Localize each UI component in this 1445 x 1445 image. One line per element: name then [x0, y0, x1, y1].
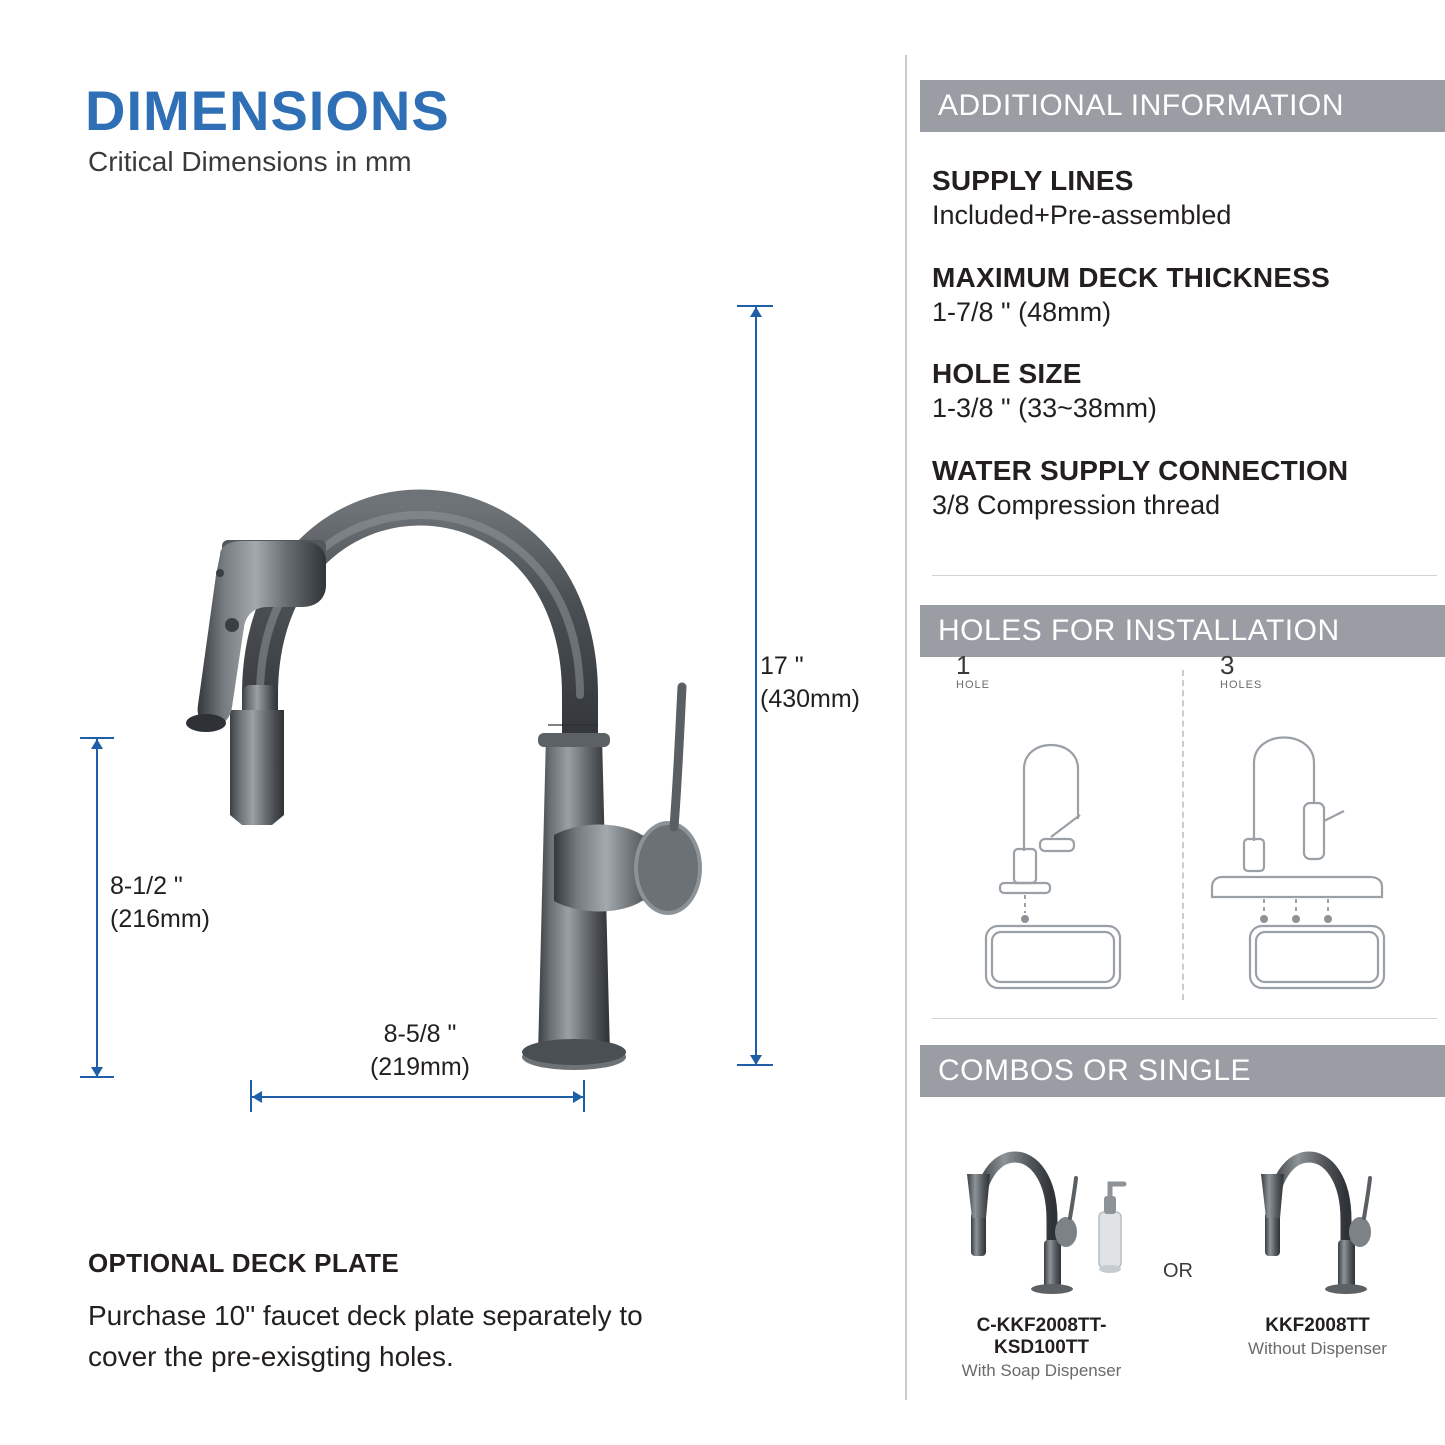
spec-water-supply-connection: [932, 455, 1442, 521]
spec-hole-size-label: HOLE SIZE: [932, 358, 1082, 389]
holes-column-divider: [1182, 670, 1184, 1000]
spec-max-deck-thickness-value: 1-7/8 " (48mm): [932, 297, 1112, 327]
spout-height-label: [110, 870, 300, 935]
right-panel: [920, 0, 1445, 1445]
combo-faucet-single-drawing: [1210, 1100, 1425, 1310]
section-divider-2: [932, 1018, 1437, 1019]
combo-option-single-sku: KKF2008TT: [1265, 1315, 1370, 1336]
hole-option-3-drawing: [1192, 691, 1442, 1001]
reach-dim-line: [250, 1096, 585, 1098]
overall-height-value-mm: (430mm): [760, 684, 861, 713]
holes-diagrams: [920, 650, 1445, 1030]
spec-supply-lines-label: SUPPLY LINES: [932, 165, 1134, 196]
combos-or-single-header: COMBOS OR SINGLE: [920, 1045, 1445, 1097]
spec-hole-size-value: 1-3/8 " (33~38mm): [932, 393, 1157, 423]
holes-for-installation-header: HOLES FOR INSTALLATION: [920, 605, 1445, 657]
combo-options: [920, 1100, 1445, 1420]
spout-height-dim-line: [96, 737, 98, 1077]
page-title: DIMENSIONS: [85, 79, 450, 142]
combo-option-single[interactable]: [1210, 1100, 1425, 1359]
overall-height-label: [760, 650, 900, 715]
spec-max-deck-thickness-label: MAXIMUM DECK THICKNESS: [932, 262, 1330, 293]
combo-or-label: OR: [1163, 1260, 1193, 1282]
reach-tick-right: [583, 1080, 585, 1112]
combo-option-single-note: Without Dispenser: [1248, 1339, 1387, 1358]
overall-height-dim-line: [755, 305, 757, 1065]
deck-plate-body: Purchase 10" faucet deck plate separately to cover the pre-exisgting holes.: [88, 1300, 643, 1372]
spec-supply-lines-value: Included+Pre-assembled: [932, 200, 1232, 230]
reach-arrow-right: [573, 1091, 583, 1103]
hole-option-3-label: HOLES: [1220, 679, 1263, 691]
combo-option-with-dispenser-sku: C-KKF2008TT-KSD100TT: [976, 1315, 1107, 1358]
hole-option-3: [1192, 650, 1442, 1006]
hole-option-3-count: 3: [1220, 650, 1235, 680]
panel-divider: [905, 55, 907, 1400]
hole-option-1-drawing: [928, 691, 1178, 1001]
spec-max-deck-thickness: [932, 262, 1442, 328]
faucet-illustration: [150, 255, 770, 1085]
reach-arrow-left: [252, 1091, 262, 1103]
spec-supply-lines: [932, 165, 1442, 231]
spec-hole-size: [932, 358, 1442, 424]
reach-label: [300, 1018, 540, 1083]
page-subtitle: Critical Dimensions in mm: [88, 146, 412, 177]
reach-value-inches: 8-5/8 ": [383, 1020, 457, 1048]
hole-option-1-label: HOLE: [956, 679, 990, 691]
spout-height-arrow-bottom: [91, 1067, 103, 1077]
hole-option-1: [928, 650, 1178, 1006]
spout-height-value-inches: 8-1/2 ": [110, 872, 183, 900]
spec-water-supply-connection-label: WATER SUPPLY CONNECTION: [932, 455, 1349, 486]
spout-height-value-mm: (216mm): [110, 904, 211, 933]
combo-option-with-dispenser-note: With Soap Dispenser: [961, 1361, 1122, 1380]
section-divider-1: [932, 575, 1437, 576]
additional-information-header: ADDITIONAL INFORMATION: [920, 80, 1445, 132]
overall-height-arrow-top: [750, 307, 762, 317]
overall-height-value-inches: 17 ": [760, 652, 804, 680]
overall-height-arrow-bottom: [750, 1055, 762, 1065]
reach-value-mm: (219mm): [369, 1052, 470, 1081]
spout-height-arrow-top: [91, 739, 103, 749]
hole-option-1-count: 1: [956, 650, 971, 680]
combo-option-with-dispenser[interactable]: [934, 1100, 1149, 1381]
spec-water-supply-connection-value: 3/8 Compression thread: [932, 490, 1221, 520]
combo-faucet-with-dispenser-drawing: [934, 1100, 1149, 1310]
deck-plate-title: OPTIONAL DECK PLATE: [88, 1248, 399, 1278]
